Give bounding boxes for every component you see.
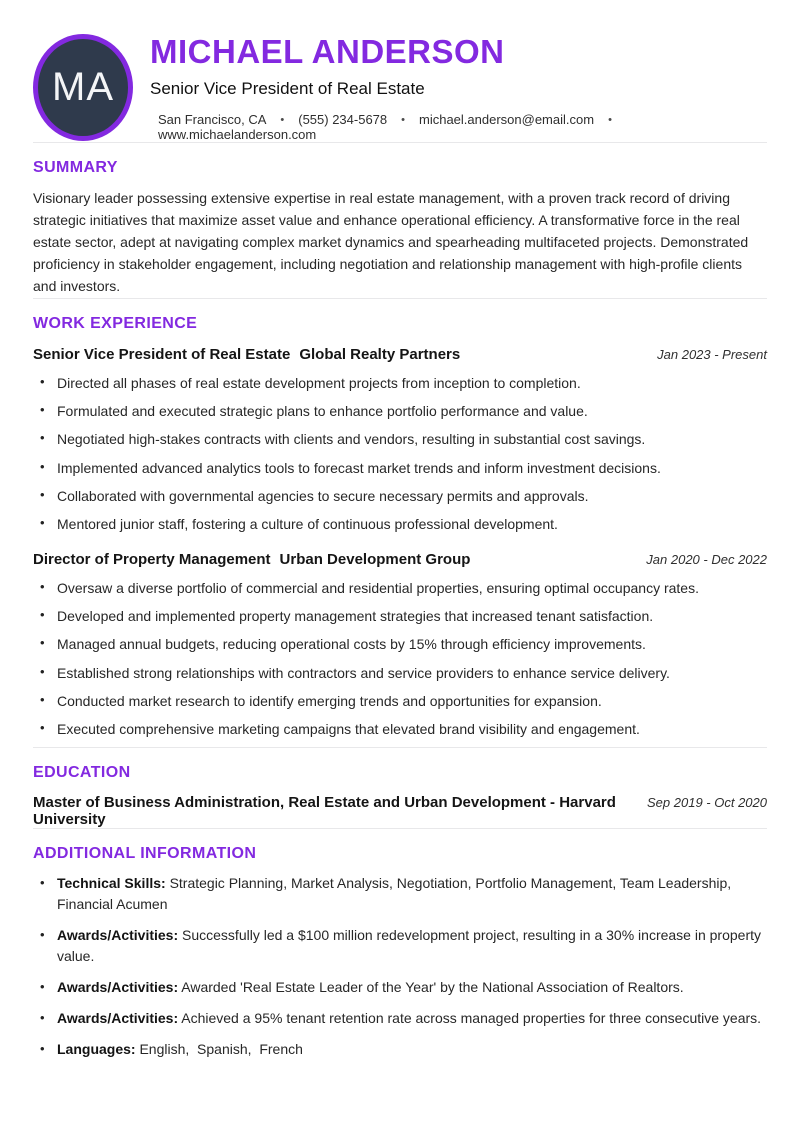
- additional-info-list: [33, 873, 767, 1060]
- contact-website: www.michaelanderson.com: [158, 127, 317, 142]
- job-bullet: • Mentored junior staff, fostering a culture of continuous professional development.: [40, 514, 767, 534]
- header-text: [150, 33, 767, 142]
- job-company: Global Realty Partners: [299, 345, 461, 363]
- additional-info-section: [33, 846, 767, 1060]
- avatar: [33, 34, 133, 141]
- job-title: Director of Property Management: [33, 550, 271, 568]
- job-title-line: [33, 551, 470, 568]
- additional-info-item: [40, 1008, 767, 1029]
- person-name: MICHAEL ANDERSON: [150, 33, 505, 70]
- education-heading: EDUCATION: [33, 764, 131, 782]
- bullet-separator: •: [401, 113, 405, 126]
- info-label: Awards/Activities:: [57, 1010, 179, 1027]
- job-bullet: • Executed comprehensive marketing campaigns that elevated brand visibility and engagement.: [40, 719, 767, 739]
- resume-header: [33, 33, 767, 142]
- job-bullet: • Formulated and executed strategic plans to enhance portfolio performance and value.: [40, 401, 767, 421]
- info-text: Strategic Planning, Market Analysis, Negotiation, Portfolio Management, Team Leadership, Financial Acumen: [57, 875, 736, 913]
- job-bullet-list: [33, 373, 767, 535]
- job-header: [33, 551, 767, 568]
- job-bullet: • Conducted market research to identify emerging trends and opportunities for expansion.: [40, 691, 767, 711]
- info-label: Technical Skills:: [57, 875, 166, 892]
- info-text: Achieved a 95% tenant retention rate across managed properties for three consecutive years.: [181, 1010, 762, 1027]
- job-header: [33, 346, 767, 363]
- contact-location: San Francisco, CA: [158, 112, 267, 127]
- info-label: Awards/Activities:: [57, 979, 179, 996]
- job-title: Senior Vice President of Real Estate: [33, 345, 291, 363]
- section-divider: [33, 828, 767, 829]
- job-bullet: • Directed all phases of real estate development projects from inception to completion.: [40, 373, 767, 393]
- info-text: Awarded 'Real Estate Leader of the Year' by the National Association of Realtors.: [181, 979, 684, 996]
- job-company: Urban Development Group: [279, 550, 471, 568]
- work-experience-section: [33, 316, 767, 740]
- info-label: Awards/Activities:: [57, 927, 179, 944]
- info-text: English, Spanish, French: [139, 1041, 303, 1058]
- additional-info-heading: ADDITIONAL INFORMATION: [33, 845, 257, 863]
- job-bullet: • Managed annual budgets, reducing operational costs by 15% through efficiency improvements.: [40, 634, 767, 654]
- job-bullet: • Established strong relationships with contractors and service providers to enhance service delivery.: [40, 663, 767, 683]
- contact-email: michael.anderson@email.com: [419, 112, 595, 127]
- additional-info-item: [40, 873, 767, 915]
- additional-info-item: [40, 977, 767, 998]
- job-bullet: • Developed and implemented property management strategies that increased tenant satisfaction.: [40, 606, 767, 626]
- avatar-initials: MA: [52, 65, 114, 109]
- person-job-title: Senior Vice President of Real Estate: [150, 79, 425, 98]
- section-divider: [33, 142, 767, 143]
- bullet-separator: •: [280, 113, 285, 126]
- contact-row: [150, 112, 767, 142]
- summary-section: [33, 160, 767, 298]
- job-entry: [33, 346, 767, 535]
- job-bullet: • Collaborated with governmental agencies to secure necessary permits and approvals.: [40, 486, 767, 506]
- work-experience-heading: WORK EXPERIENCE: [33, 314, 198, 332]
- job-bullet: • Negotiated high-stakes contracts with clients and vendors, resulting in substantial cost savings.: [40, 429, 767, 449]
- section-divider: [33, 747, 767, 748]
- education-degree: Master of Business Administration, Real Estate and Urban Development - Harvard University: [33, 794, 616, 829]
- job-bullet: • Oversaw a diverse portfolio of commercial and residential properties, ensuring optimal occupancy rates.: [40, 578, 767, 598]
- job-entry: [33, 551, 767, 740]
- job-dates: Jan 2020 - Dec 2022: [646, 551, 767, 567]
- education-section: [33, 765, 767, 828]
- additional-info-item: [40, 925, 767, 967]
- job-bullet-list: [33, 578, 767, 740]
- contact-phone: (555) 234-5678: [298, 112, 388, 127]
- info-text: Successfully led a $100 million redevelopment project, resulting in a 30% increase in property value.: [57, 927, 765, 965]
- education-dates: Sep 2019 - Oct 2020: [647, 795, 767, 811]
- info-label: Languages:: [57, 1041, 136, 1058]
- summary-text: Visionary leader possessing extensive expertise in real estate management, with a proven track record of driving strategic initiatives that maximize asset value and enhance operational efficiency. A transformative force in the real estate sector, adept at navigating complex market dynamics and spearheading multifaceted projects. Demonstrated proficiency in stakeholder engagement, including negotiation and relationship management with high-profile clients and investors.: [33, 190, 749, 294]
- job-title-line: [33, 346, 460, 363]
- summary-heading: SUMMARY: [33, 159, 118, 176]
- education-entry: [33, 794, 767, 828]
- job-dates: Jan 2023 - Present: [657, 346, 767, 362]
- additional-info-item: [40, 1039, 767, 1060]
- bullet-separator: •: [608, 113, 612, 126]
- job-bullet: • Implemented advanced analytics tools to forecast market trends and inform investment decisions.: [40, 458, 767, 478]
- section-divider: [33, 298, 767, 299]
